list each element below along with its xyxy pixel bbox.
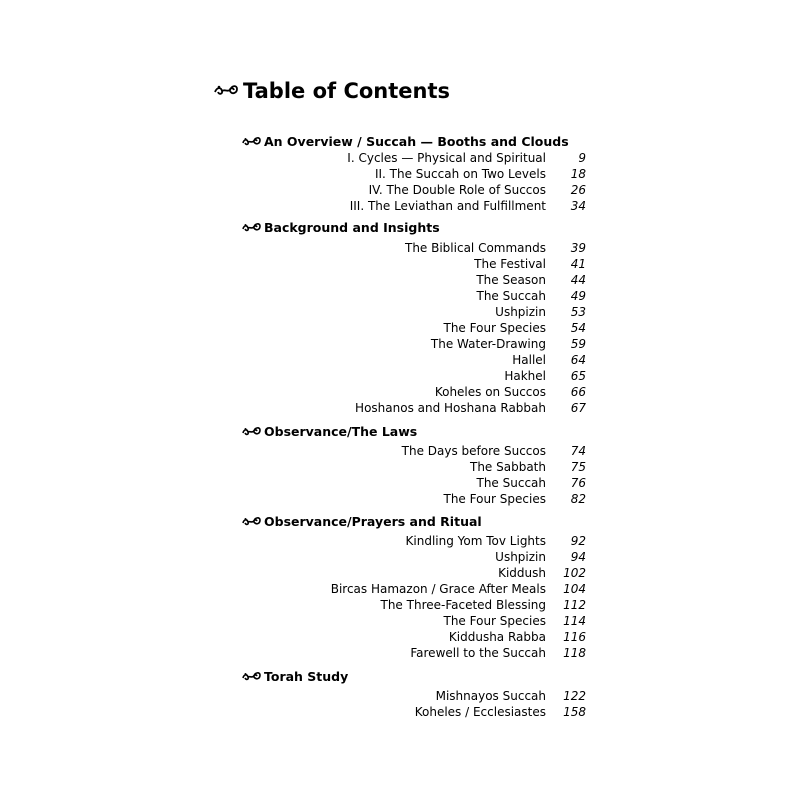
toc-entry-title: Mishnayos Succah	[435, 689, 546, 703]
toc-entry-title: Koheles / Ecclesiastes	[414, 705, 546, 719]
toc-entry-title: The Water-Drawing	[430, 337, 546, 351]
toc-entry-page-number: 82	[570, 492, 586, 506]
floral-ornament-icon	[241, 426, 261, 437]
toc-entry-page-number: 76	[570, 476, 586, 490]
toc-entry-page-number: 64	[570, 353, 586, 367]
toc-entry-page-number: 39	[570, 241, 586, 255]
toc-entry-title: The Succah	[476, 476, 546, 490]
floral-ornament-icon	[213, 83, 239, 97]
toc-entry-page-number: 118	[563, 646, 586, 660]
toc-entry-page-number: 59	[570, 337, 586, 351]
toc-entry-title: Hallel	[512, 353, 546, 367]
toc-entry-page-number: 75	[570, 460, 586, 474]
section-heading-text: An Overview / Succah — Booths and Clouds	[264, 134, 569, 149]
toc-entry-title: The Four Species	[443, 492, 546, 506]
toc-entry-title: The Sabbath	[469, 460, 546, 474]
toc-entry-title: Ushpizin	[495, 550, 546, 564]
toc-entry-page-number: 92	[570, 534, 586, 548]
floral-ornament-icon	[241, 516, 261, 527]
page-title	[213, 79, 450, 103]
page-title-text: Table of Contents	[243, 79, 451, 103]
floral-ornament-icon	[241, 671, 261, 682]
toc-entry-title: III. The Leviathan and Fulfillment	[349, 199, 546, 213]
toc-entry-page-number: 67	[570, 401, 586, 415]
toc-entry-page-number: 158	[563, 705, 586, 719]
toc-entry-page-number: 66	[570, 385, 586, 399]
toc-entry-title: II. The Succah on Two Levels	[374, 167, 546, 181]
toc-entry-title: Ushpizin	[495, 305, 546, 319]
toc-entry-page-number: 122	[563, 689, 586, 703]
toc-entry-page-number: 114	[563, 614, 586, 628]
toc-entry-page-number: 41	[570, 257, 586, 271]
floral-ornament-icon	[241, 222, 261, 233]
section-heading	[241, 514, 482, 530]
section-heading-text: Observance/Prayers and Ritual	[264, 514, 482, 529]
toc-entry-page-number: 9	[578, 151, 586, 165]
toc-entry-page-number: 65	[570, 369, 586, 383]
toc-entry-title: The Three-Faceted Blessing	[380, 598, 546, 612]
toc-entry-page-number: 18	[570, 167, 586, 181]
section-heading	[241, 424, 417, 440]
toc-entry-title: The Succah	[476, 289, 546, 303]
toc-entry-page-number: 34	[570, 199, 586, 213]
toc-entry-page-number: 49	[570, 289, 586, 303]
toc-entry-page-number: 102	[563, 566, 586, 580]
toc-entry-title: The Season	[476, 273, 546, 287]
toc-entry-title: The Four Species	[443, 321, 546, 335]
section-heading	[241, 134, 569, 150]
section-heading-text: Torah Study	[264, 669, 349, 684]
toc-entry-page-number: 112	[563, 598, 586, 612]
toc-entry-title: IV. The Double Role of Succos	[368, 183, 546, 197]
section-heading-text: Observance/The Laws	[264, 424, 418, 439]
toc-entry-title: Hakhel	[504, 369, 546, 383]
floral-ornament-icon	[241, 136, 261, 147]
toc-entry-title: Kiddusha Rabba	[448, 630, 546, 644]
toc-entry-title: Kiddush	[498, 566, 546, 580]
toc-entry-title: The Four Species	[443, 614, 546, 628]
toc-entry-page-number: 94	[570, 550, 586, 564]
toc-entry-title: The Festival	[474, 257, 546, 271]
toc-entry-title: Farewell to the Succah	[410, 646, 546, 660]
toc-entry-title: The Days before Succos	[401, 444, 546, 458]
toc-entry-page-number: 53	[570, 305, 586, 319]
toc-entry-page-number: 44	[570, 273, 586, 287]
toc-entry-page-number: 54	[570, 321, 586, 335]
toc-entry-title: Hoshanos and Hoshana Rabbah	[355, 401, 546, 415]
section-heading-text: Background and Insights	[264, 220, 440, 235]
toc-entry-page-number: 74	[570, 444, 586, 458]
toc-entry-title: Bircas Hamazon / Grace After Meals	[330, 582, 546, 596]
toc-entry-title: The Biblical Commands	[404, 241, 546, 255]
toc-entry-page-number: 116	[563, 630, 586, 644]
section-heading	[241, 220, 440, 236]
toc-entry-title: Kindling Yom Tov Lights	[405, 534, 546, 548]
toc-entry-page-number: 26	[570, 183, 586, 197]
section-heading	[241, 669, 348, 685]
toc-entry-page-number: 104	[563, 582, 586, 596]
toc-entry-title: Koheles on Succos	[434, 385, 546, 399]
toc-entry-title: I. Cycles — Physical and Spiritual	[347, 151, 546, 165]
